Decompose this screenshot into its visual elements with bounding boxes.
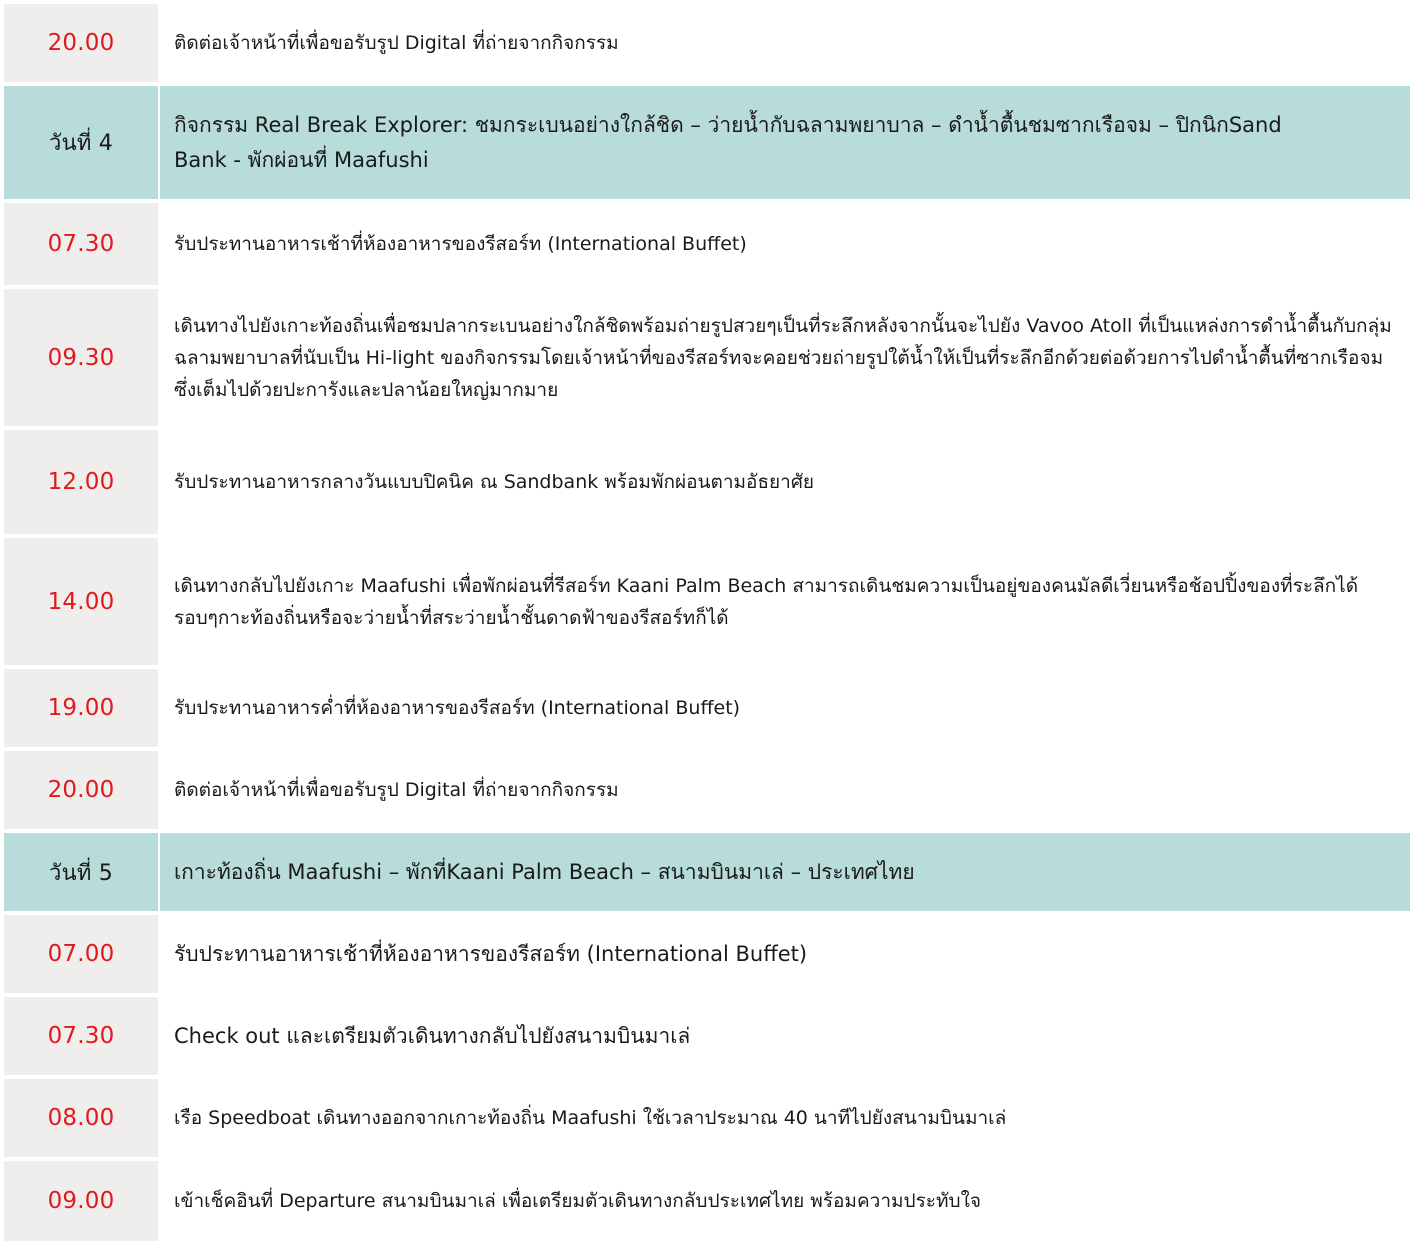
activity-text: เดินทางกลับไปยังเกาะ Maafushi เพื่อพักผ่อนที่รีสอร์ท Kaani Palm Beach สามารถเดินชมความเป็นอยู่ของคนมัลดีเวี่ยนหรือช้อปปิ้งของที่ระลึกได้รอบๆกาะท้องถิ่นหรือจะว่ายน้ำที่สระว่ายน้ำชั้นดาดฟ้าของรีสอร์ทก็ได้ [174,574,1359,629]
activity-text: รับประทานอาหารเช้าที่ห้องอาหารของรีสอร์ท (International Buffet) [174,942,808,966]
schedule-row [0,751,1414,829]
schedule-row [0,430,1414,534]
day-title [160,833,1410,911]
time-cell: 12.00 [4,430,158,534]
time-cell: 14.00 [4,538,158,665]
schedule-row [0,997,1414,1075]
activity-text: เดินทางไปยังเกาะท้องถิ่นเพื่อชมปลากระเบนอย่างใกล้ชิดพร้อมถ่ายรูปสวยๆเป็นที่ระลึกหลังจากนั้นจะไปยัง Vavoo Atoll ที่เป็นแหล่งการดำน้ำตื้นกับกลุ่มฉลามพยาบาลที่นับเป็น Hi-light ของกิจกรรมโดยเจ้าหน้าที่ของรีสอร์ทจะคอยช่วยถ่ายรูปใต้น้ำให้เป็นที่ระลึกอีกด้วยต่อด้วยการไปดำน้ำตื้นที่ซากเรือจมซึ่งเต็มไปด้วยปะการังและปลาน้อยใหญ่มากมาย [174,314,1392,401]
activity-text: รับประทานอาหารเช้าที่ห้องอาหารของรีสอร์ท (International Buffet) [174,233,747,255]
activity-text: เรือ Speedboat เดินทางออกจากเกาะท้องถิ่น Maafushi ใช้เวลาประมาณ 40 นาทีไปยังสนามบินมาเล่ [174,1107,1007,1129]
activity-description [160,430,1410,534]
activity-text: รับประทานอาหารค่ำที่ห้องอาหารของรีสอร์ท (International Buffet) [174,697,741,719]
schedule-row [0,669,1414,747]
activity-text: ติดต่อเจ้าหน้าที่เพื่อขอรับรูป Digital ที่ถ่ายจากกิจกรรม [174,779,619,801]
schedule-row [0,915,1414,993]
time-cell: 07.30 [4,203,158,285]
schedule-row [0,289,1414,426]
day-title-text: เกาะท้องถิ่น Maafushi – พักที่Kaani Palm Beach – สนามบินมาเล่ – ประเทศไทย [174,859,915,884]
time-cell: 07.30 [4,997,158,1075]
schedule-row [0,4,1414,82]
schedule-row [0,1079,1414,1157]
activity-description [160,915,1410,993]
activity-description [160,669,1410,747]
activity-description [160,4,1410,82]
activity-description [160,1161,1410,1241]
activity-description [160,538,1410,665]
day-label: วันที่ 5 [4,833,158,911]
activity-description [160,751,1410,829]
schedule-row [0,1161,1414,1241]
day-label: วันที่ 4 [4,86,158,199]
time-cell: 09.30 [4,289,158,426]
time-cell: 08.00 [4,1079,158,1157]
activity-text: รับประทานอาหารกลางวันแบบปิคนิค ณ Sandbank พร้อมพักผ่อนตามอัธยาศัย [174,471,815,493]
time-cell: 20.00 [4,4,158,82]
day-header-row [0,833,1414,911]
activity-description [160,1079,1410,1157]
activity-text: Check out และเตรียมตัวเดินทางกลับไปยังสนามบินมาเล่ [174,1024,691,1048]
day-title [160,86,1410,199]
schedule-row [0,538,1414,665]
time-cell: 20.00 [4,751,158,829]
day-header-row [0,86,1414,199]
time-cell: 09.00 [4,1161,158,1241]
activity-description [160,997,1410,1075]
day-title-text: กิจกรรม Real Break Explorer: ชมกระเบนอย่างใกล้ชิด – ว่ายน้ำกับฉลามพยาบาล – ดำน้ำตื้นชมซากเรือจม – ปิกนิกSand Bank - พักผ่อนที่ Maafushi [174,112,1282,172]
activity-description [160,203,1410,285]
activity-text: ติดต่อเจ้าหน้าที่เพื่อขอรับรูป Digital ที่ถ่ายจากกิจกรรม [174,32,619,54]
activity-text: เข้าเช็คอินที่ Departure สนามบินมาเล่ เพื่อเตรียมตัวเดินทางกลับประเทศไทย พร้อมความประทับใจ [174,1190,981,1212]
time-cell: 07.00 [4,915,158,993]
time-cell: 19.00 [4,669,158,747]
schedule-row [0,203,1414,285]
activity-description [160,289,1410,426]
